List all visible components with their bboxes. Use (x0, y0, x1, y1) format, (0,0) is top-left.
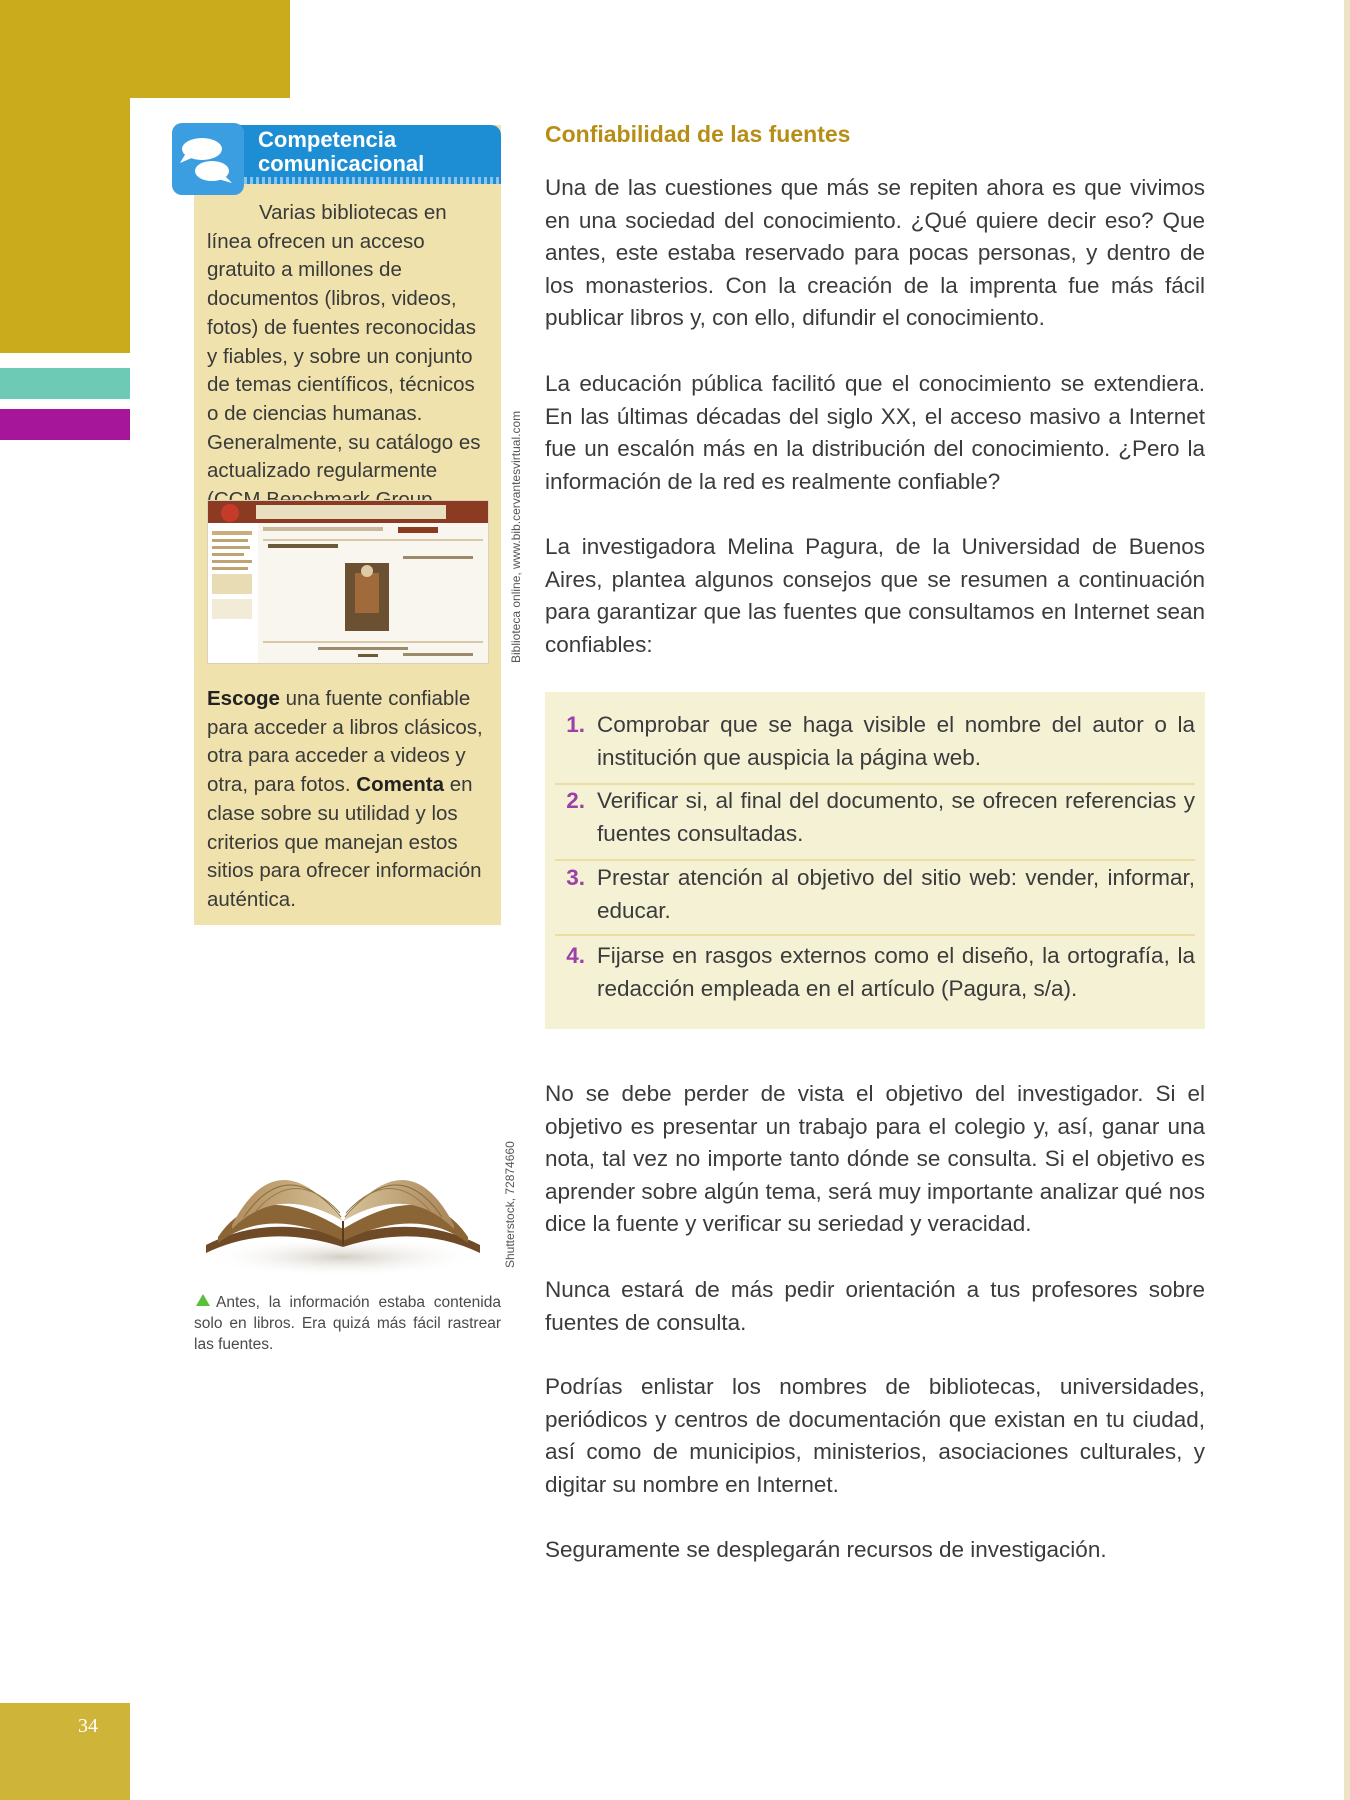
list-divider (555, 934, 1195, 936)
list-divider (555, 859, 1195, 861)
list-item (555, 862, 1195, 927)
paragraph-4: No se debe perder de vista el objetivo del investigador. Si el objetivo es presentar un trabajo para el colegio y, así, ganar una nota, tal vez no importe tanto dónde se consulta. Si el objetivo es aprender sobre algún tema, será muy importante analizar qué nos dice la fuente y verificar su seriedad y veracidad. (545, 1081, 1205, 1237)
book-caption (194, 1292, 501, 1355)
sidebar-color-block (0, 98, 130, 353)
open-book-image (198, 1125, 488, 1280)
footer-color-block (0, 1703, 130, 1800)
sidebar-color-block-top (0, 0, 290, 98)
competencia-intro-text: Varias bibliotecas en línea ofrecen un acceso gratuito a millones de documentos (libros, videos, fotos) de fuentes reconocidas y fiables, y sobre un conjunto de temas científicos, técnicos o de ciencias humanas. Generalmente, su catálogo es actualizado regularmente (207, 201, 481, 483)
activity-verb-escoge: Escoge (207, 687, 280, 710)
page-edge (1344, 0, 1350, 1800)
triangle-bullet-icon (196, 1294, 210, 1306)
section-title: Confiabilidad de las fuentes (545, 121, 851, 147)
teal-stripe (0, 368, 130, 399)
list-item-number: 4. (566, 943, 585, 968)
screenshot-credit: Biblioteca online, www.bib.cervantesvirtual.com (509, 410, 523, 663)
speech-bubbles-icon (172, 123, 244, 195)
header-hatch-divider (244, 177, 501, 184)
activity-instructions (207, 685, 489, 915)
list-item-number: 3. (566, 865, 585, 890)
list-item (555, 709, 1195, 774)
competencia-title (258, 128, 498, 176)
list-item (555, 785, 1195, 850)
library-website-screenshot (207, 500, 489, 664)
paragraph-7: Seguramente se desplegarán recursos de investigación. (545, 1537, 1107, 1562)
paragraph-2: La educación pública facilitó que el conocimiento se extendiera. En las últimas décadas del siglo XX, el acceso masivo a Internet fue un escalón más en la distribución del conocimiento. ¿Pero la información de la red es realmente confiable? (545, 371, 1205, 494)
list-item-text: Fijarse en rasgos externos como el diseño, la ortografía, la redacción empleada en el artículo (Pagura, s/a). (597, 943, 1195, 1001)
paragraph-5: Nunca estará de más pedir orientación a tus profesores sobre fuentes de consulta. (545, 1277, 1205, 1335)
list-item-number: 1. (566, 712, 585, 737)
list-item-text: Verificar si, al final del documento, se ofrecen referencias y fuentes consultadas. (597, 788, 1195, 846)
magenta-stripe (0, 409, 130, 440)
paragraph-3: La investigadora Melina Pagura, de la Universidad de Buenos Aires, plantea algunos consejos que se resumen a continuación para garantizar que las fuentes que consultamos en Internet sean confiables: (545, 534, 1205, 657)
competencia-title-line2: comunicacional (258, 151, 425, 176)
tips-list (545, 692, 1205, 1029)
book-image-credit: Shutterstock, 72874660 (503, 1141, 517, 1268)
paragraph-6: Podrías enlistar los nombres de bibliotecas, universidades, periódicos y centros de documentación que existan en tu ciudad, así como de municipios, ministerios, asociaciones culturales, y digitar su nombre en Internet. (545, 1374, 1205, 1497)
activity-text-2: en clase sobre su utilidad y los criterios que manejan estos sitios para ofrecer información auténtica. (207, 773, 482, 911)
list-item-number: 2. (566, 788, 585, 813)
activity-verb-comenta: Comenta (356, 773, 444, 797)
list-item-text: Prestar atención al objetivo del sitio web: vender, informar, educar. (597, 865, 1195, 923)
list-item-text: Comprobar que se haga visible el nombre del autor o la institución que auspicia la página web. (597, 712, 1195, 770)
book-caption-text: Antes, la información estaba contenida solo en libros. Era quizá más fácil rastrear las fuentes. (194, 1294, 501, 1353)
page-number: 34 (78, 1715, 98, 1737)
competencia-intro (207, 199, 489, 543)
list-item (555, 940, 1195, 1005)
activity-text-1: una fuente confiable para acceder a libros clásicos, otra para acceder a videos y otra, para fotos. (207, 687, 483, 797)
competencia-title-line1: Competencia (258, 127, 397, 152)
paragraph-1: Una de las cuestiones que más se repiten ahora es que vivimos en una sociedad del conocimiento. ¿Qué quiere decir eso? Que antes, este estaba reservado para pocas personas, y dentro de los monasterios. Con la creación de la imprenta fue más fácil publicar libros y, con ello, difundir el conocimiento. (545, 175, 1205, 331)
